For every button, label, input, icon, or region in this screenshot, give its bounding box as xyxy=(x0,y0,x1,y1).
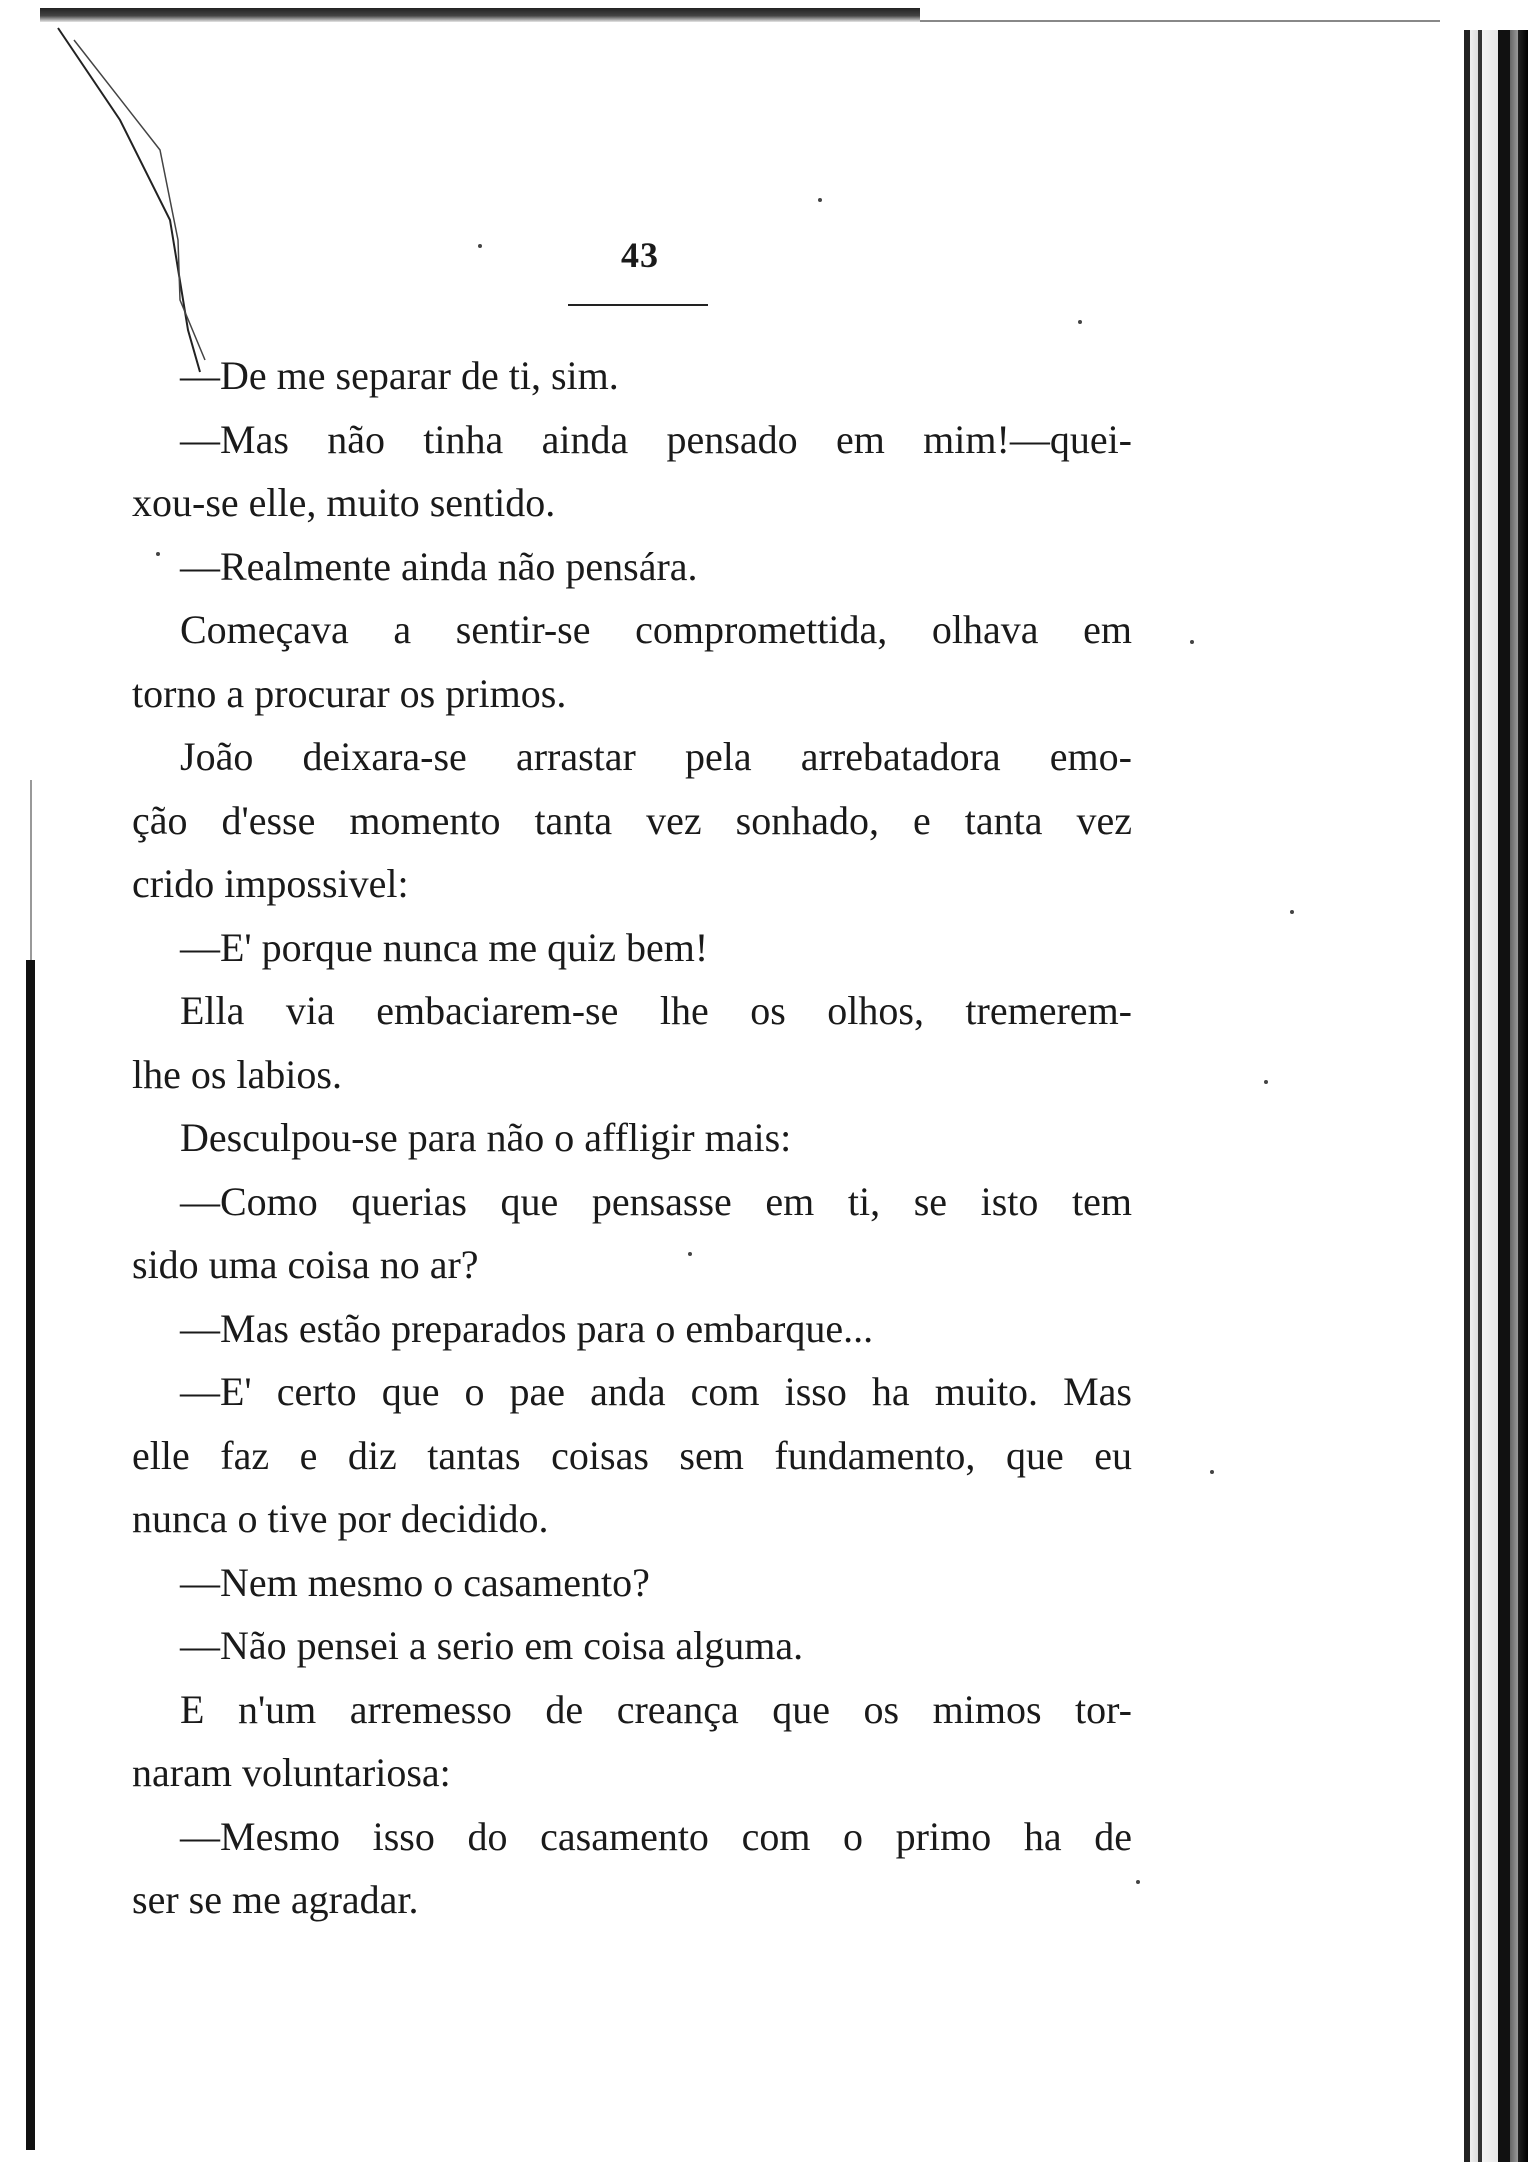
text-line: nunca o tive por decidido. xyxy=(132,1496,549,1541)
page-number: 43 xyxy=(621,235,659,275)
text-line: crido impossivel: xyxy=(132,861,409,906)
text-line: —Não pensei a serio em coisa alguma. xyxy=(180,1623,804,1668)
text-line: —De me separar de ti, sim. xyxy=(180,353,619,398)
text-line: —Nem mesmo o casamento? xyxy=(180,1559,650,1605)
text-line: —Mas não tinha ainda pensado em mim!—quei- xyxy=(180,416,1132,462)
text-line: E n'um arremesso de creança que os mimos tor- xyxy=(180,1686,1132,1732)
header-rule xyxy=(568,304,708,306)
text-line: sido uma coisa no ar? xyxy=(132,1242,479,1287)
text-line: —Como querias que pensasse em ti, se isto tem xyxy=(180,1178,1132,1224)
scan-left-edge xyxy=(26,960,35,2150)
text-line: torno a procurar os primos. xyxy=(132,670,567,716)
text-line: Ella via embaciarem-se lhe os olhos, tremerem- xyxy=(180,988,1132,1033)
text-line: elle faz e diz tantas coisas sem fundamento, que eu xyxy=(132,1432,1132,1478)
text-line: lhe os labios. xyxy=(132,1051,342,1097)
text-line: —E' certo que o pae anda com isso ha muito. Mas xyxy=(180,1369,1132,1414)
text-line: —Mesmo isso do casamento com o primo ha de xyxy=(180,1813,1132,1859)
scan-top-edge-thin xyxy=(920,20,1440,22)
text-line: ser se me agradar. xyxy=(132,1877,419,1922)
text-line: —Realmente ainda não pensára. xyxy=(180,543,698,589)
text-line: ção d'esse momento tanta vez sonhado, e tanta vez xyxy=(132,797,1132,843)
text-line: Começava a sentir-se compromettida, olhava em xyxy=(180,607,1132,652)
text-line: —Mas estão preparados para o embarque... xyxy=(180,1305,874,1351)
text-line: —E' porque nunca me quiz bem! xyxy=(180,924,709,970)
text-line: João deixara-se arrastar pela arrebatadora emo- xyxy=(180,734,1132,779)
body-text xyxy=(132,344,1132,1932)
book-spine-shadow xyxy=(1458,30,1528,2162)
scan-left-edge-faint xyxy=(30,780,32,960)
text-line: Desculpou-se para não o affligir mais: xyxy=(180,1115,792,1160)
text-line: naram voluntariosa: xyxy=(132,1750,451,1795)
text-line: xou-se elle, muito sentido. xyxy=(132,480,556,525)
